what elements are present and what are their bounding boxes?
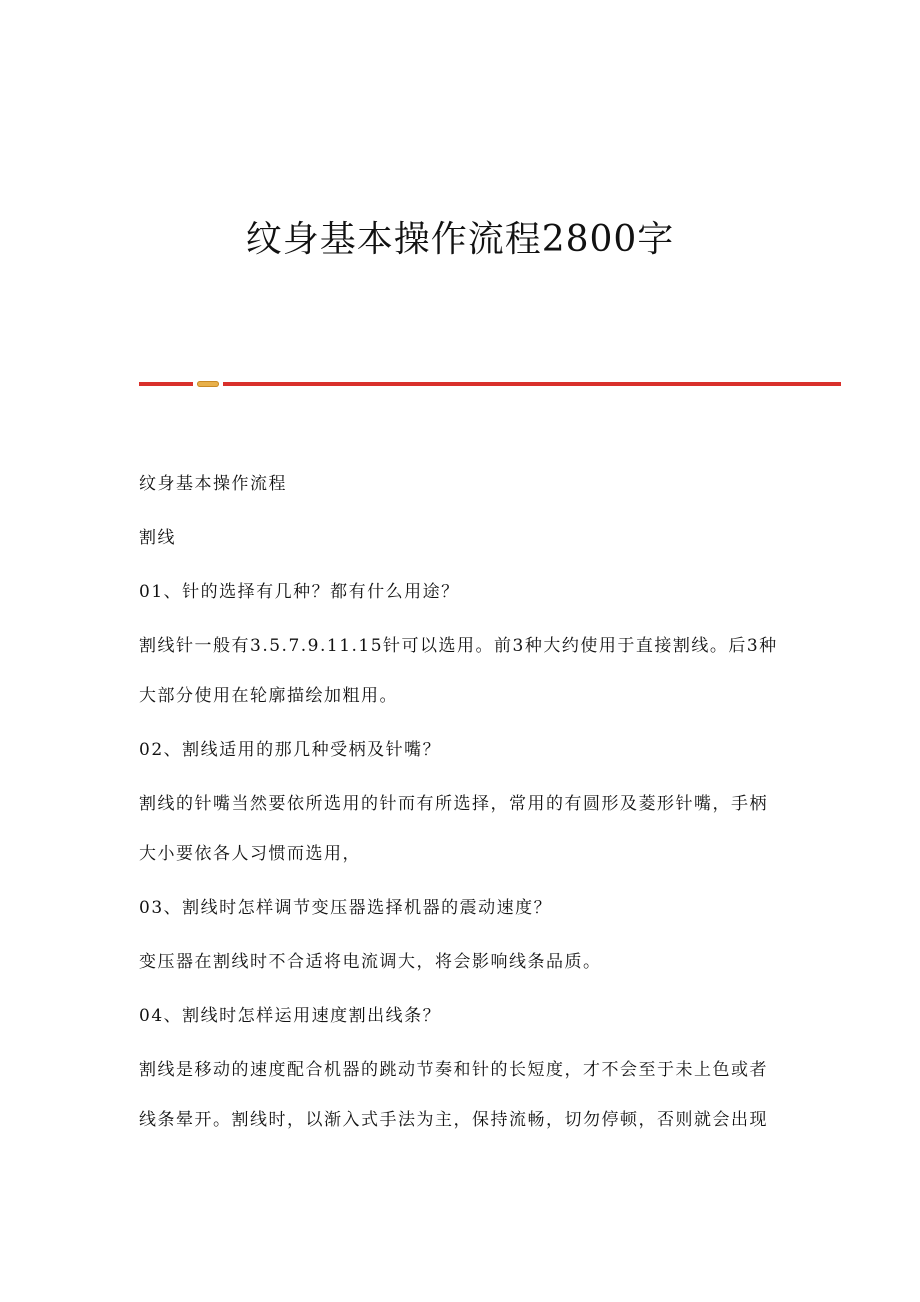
document-title: 纹身基本操作流程2800字 bbox=[245, 219, 675, 260]
divider-ornament-icon bbox=[197, 381, 219, 387]
question-04: 04、割线时怎样运用速度割出线条？ bbox=[139, 1006, 442, 1026]
divider-bar-right bbox=[223, 382, 841, 386]
answer-01: 割线针一般有3.5.7.9.11.15针可以选用。前3种大约使用于直接割线。后3种大部分使用在轮廓描绘加粗用。 bbox=[139, 636, 778, 706]
answer-02: 割线的针嘴当然要依所选用的针而有所选择，常用的有圆形及菱形针嘴，手柄大小要依各人习惯而选用， bbox=[139, 794, 768, 864]
divider-bar-left bbox=[139, 382, 193, 386]
question-02: 02、割线适用的那几种受柄及针嘴？ bbox=[139, 740, 442, 760]
title-divider bbox=[139, 380, 841, 388]
subsection-heading: 割线 bbox=[139, 528, 176, 548]
answer-03: 变压器在割线时不合适将电流调大，将会影响线条品质。 bbox=[139, 952, 602, 972]
document-body bbox=[139, 470, 779, 1160]
section-heading: 纹身基本操作流程 bbox=[139, 474, 287, 494]
question-01: 01、针的选择有几种？都有什么用途？ bbox=[139, 582, 460, 602]
question-03: 03、割线时怎样调节变压器选择机器的震动速度？ bbox=[139, 898, 553, 918]
answer-04: 割线是移动的速度配合机器的跳动节奏和针的长短度，才不会至于未上色或者线条晕开。割线时，以渐入式手法为主，保持流畅，切勿停顿，否则就会出现 bbox=[139, 1060, 768, 1130]
